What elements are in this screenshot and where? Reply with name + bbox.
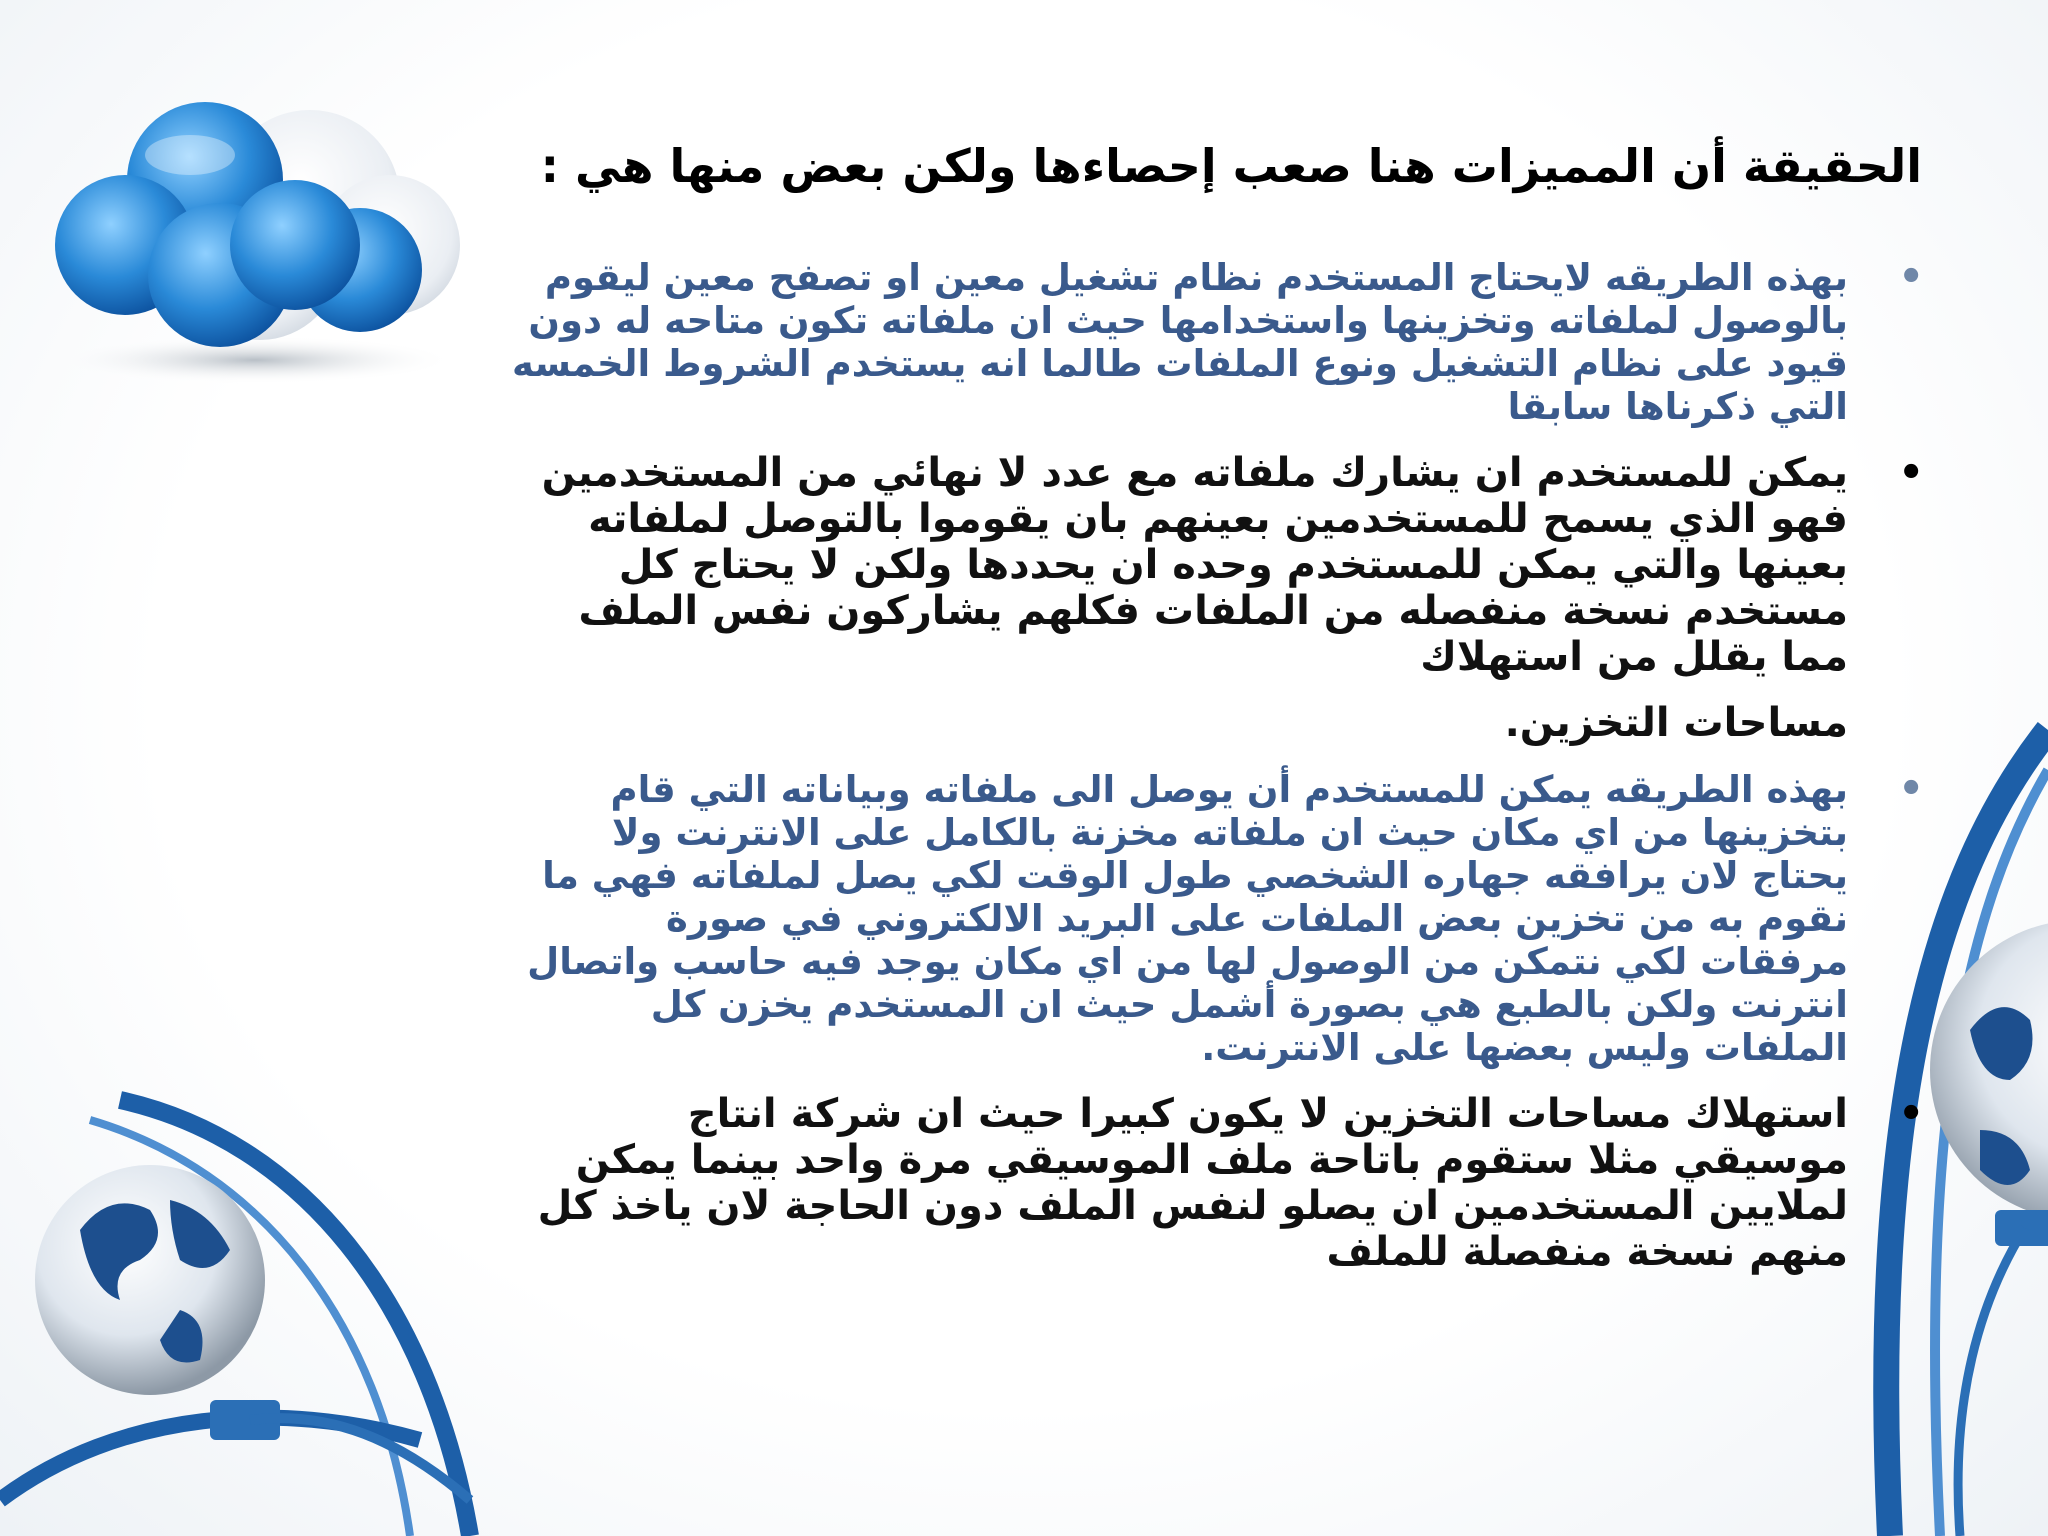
bullet-text: يمكن للمستخدم ان يشارك ملفاته مع عدد لا نهائي من المستخدمين فهو الذي يسمح للمستخدمين بعينهم بان يقوموا بالتوصل لملفاته بعينها والتي يمكن للمستخدم وحده ان يحددها ولكن لا يحتاج كل مستخدم نسخة منفصله من الملفات فكلهم يشاركون نفس الملف مما يقلل من استهلاك	[541, 450, 1848, 680]
bullet-text: استهلاك مساحات التخزين لا يكون كبيرا حيث ان شركة انتاج موسيقي مثلا ستقوم باتاحة ملف الموسيقي مرة واحد بينما يمكن لملايين المستخدمين ان يصلو لنفس الملف دون الحاجة لان ياخذ كل منهم نسخة منفصلة للملف	[537, 1091, 1848, 1275]
list-item	[508, 1091, 1924, 1275]
list-item	[508, 254, 1924, 428]
globe-icon	[0, 1080, 520, 1536]
list-item	[508, 450, 1924, 746]
bullet-list	[508, 254, 1924, 1297]
bullet-dot: •	[1898, 766, 1924, 812]
bullet-dot: •	[1898, 450, 1924, 496]
bullet-text: بهذه الطريقه لايحتاج المستخدم نظام تشغيل معين او تصفح معين ليقوم بالوصول لملفاته وتخزينها واستخدامها حيث ان ملفاته تكون متاحه له دون قيود على نظام التشغيل ونوع الملفات طالما انه يستخدم الشروط الخمسه التي ذكرناها سابقا	[512, 256, 1848, 428]
list-item	[508, 766, 1924, 1069]
bullet-dot: •	[1898, 1091, 1924, 1137]
bullet-dot: •	[1898, 254, 1924, 300]
bullet-continuation: مساحات التخزين.	[1504, 700, 1848, 746]
cloud-icon	[30, 60, 500, 390]
slide-title: الحقيقة أن المميزات هنا صعب إحصاءها ولكن بعض منها هي :	[540, 139, 1922, 193]
bullet-text: بهذه الطريقه يمكن للمستخدم أن يوصل الى ملفاته وبياناته التي قام بتخزينها من اي مكان حيث ان ملفاته مخزنة بالكامل على الانترنت ولا يحتاج لان يرافقه جهاره الشخصي طول الوقت لكي يصل لملفاته فهي ما نقوم به من تخزين بعض الملفات على البريد الالكتروني في صورة مرفقات لكي نتمكن من الوصول لها من اي مكان يوجد فيه حاسب واتصال انترنت ولكن بالطبع هي بصورة أشمل حيث ان المستخدم يخزن كل الملفات وليس بعضها على الانترنت.	[527, 768, 1848, 1069]
